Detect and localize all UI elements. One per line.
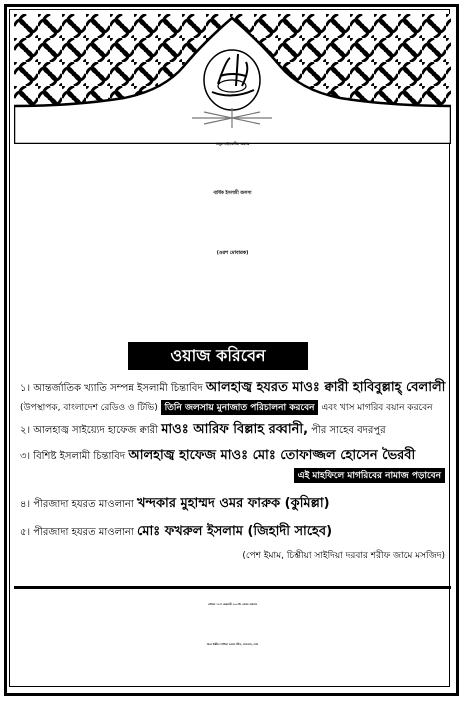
speaker-1-note [20, 400, 445, 415]
speaker-2 [20, 420, 445, 441]
speaker-5-note: (পেশ ইমাম, চিশ্তীয়া সাইদিয়া দরবার শরীফ জামে মসজিদ) [242, 551, 445, 561]
speaker-3-prefix: ৩। বিশিষ্ট ইসলামী চিন্তাবিদ [20, 451, 126, 462]
speaker-4 [20, 494, 445, 515]
speaker-2-prefix: ২। আলহাজ্ব সাইয়্যেদ হাফেজ ক্বারী [20, 425, 158, 436]
venue-line: স্থানঃ চিশ্তীয়া সাইদিয়া দরবার শরীফ, সায়দাবাদ, ঢাকা [206, 643, 259, 646]
title-line-2: বার্ষিক ইসলামী জলসা [213, 191, 252, 196]
speakers-banner: ওয়াজ করিবেন [128, 342, 308, 370]
speaker-1-note-suffix: এবং খাস মাগরিব বয়ান করবেন [321, 403, 433, 413]
speaker-2-suffix: পীর সাহেব বদরপুর [311, 425, 386, 436]
speaker-3-note-strip: এই মাহফিলে মাগরিবের নামাজ পড়াবেন [294, 468, 445, 483]
speaker-1 [20, 378, 445, 399]
speaker-1-name: আলহাজ্ব হযরত মাওঃ ক্বারী হাবিবুল্লাহ্ বেলালী [205, 380, 446, 395]
speaker-3 [20, 446, 445, 467]
speaker-3-name: আলহাজ্ব হাফেজ মাওঃ মোঃ তোফাজ্জল হোসেন ভৈরবী [128, 448, 416, 463]
title-line-3: (ওরশ মোবারক) [216, 250, 249, 256]
speaker-5-name: মোঃ ফখরুল ইসলাম (জিহাদী সাহেব) [137, 524, 333, 539]
calligraphy-seal-icon [204, 50, 260, 110]
speaker-3-note [20, 468, 445, 483]
footer-divider [14, 586, 451, 589]
speaker-4-prefix: ৪। পীরজাদা হযরত মাওলানা [20, 499, 134, 510]
speaker-2-name: মাওঃ আরিফ বিল্লাহ রব্বানী, [161, 422, 309, 437]
ornamental-header [14, 14, 451, 144]
speaker-1-note-strip: তিনি জলসায় মুনাজাত পরিচালনা করবেন [161, 400, 319, 415]
speaker-5-prefix: ৫। পীরজাদা হযরত মাওলানা [20, 527, 134, 538]
date-line: তারিখঃ ২৭শে ফেব্রুয়ারী ২০১৫ইং রোজঃ শুক্রবার [207, 603, 257, 606]
speaker-1-prefix: ১। আন্তর্জাতিক খ্যাতি সম্পন্ন ইসলামী চিন্তাবিদ [20, 383, 203, 394]
speaker-1-note-prefix: (উপস্থাপক, বাংলাদেশ রেডিও ও টিভি) [20, 403, 158, 413]
title-line-1: হুজুর সাইদাবাদীর দরবারে [215, 142, 250, 146]
speaker-4-name: খন্দকার মুহাম্মদ ওমর ফারুক (কুমিল্লা) [137, 496, 330, 511]
speaker-5 [20, 522, 445, 543]
